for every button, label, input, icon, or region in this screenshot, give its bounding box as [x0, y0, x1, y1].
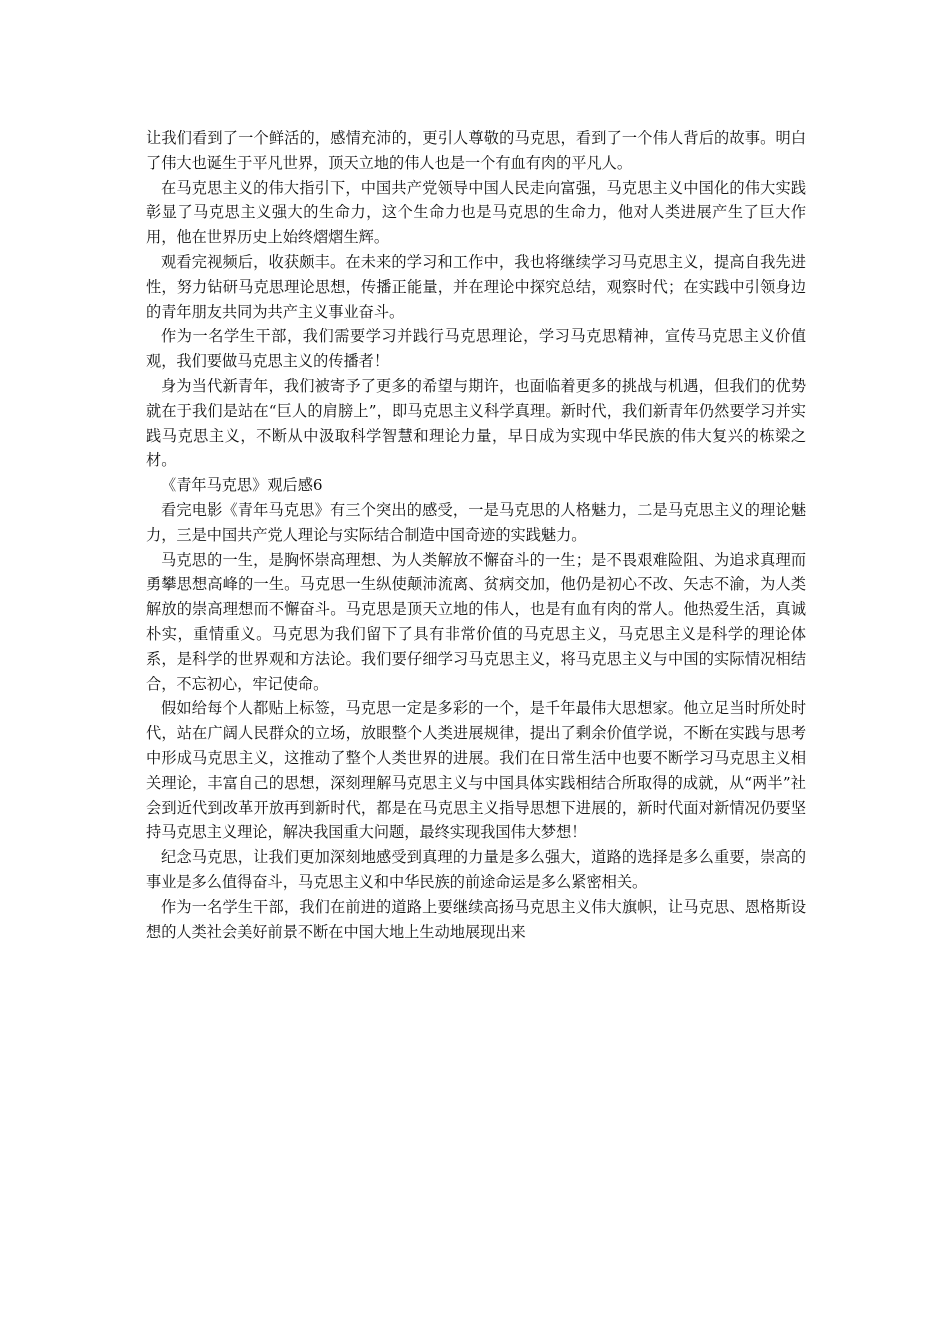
paragraph: 作为一名学生干部，我们需要学习并践行马克思理论，学习马克思精神，宣传马克思主义价值观，我们要做马克思主义的传播者！ — [146, 327, 806, 371]
document-body — [146, 126, 806, 944]
paragraph: 作为一名学生干部，我们在前进的道路上要继续高扬马克思主义伟大旗帜，让马克思、恩格斯设想的人类社会美好前景不断在中国大地上生动地展现出来 — [146, 897, 806, 941]
paragraph-continuation: 让我们看到了一个鲜活的，感情充沛的，更引人尊敬的马克思，看到了一个伟人背后的故事。明白了伟大也诞生于平凡世界，顶天立地的伟人也是一个有血有肉的平凡人。 — [146, 129, 806, 172]
paragraph: 在马克思主义的伟大指引下，中国共产党领导中国人民走向富强，马克思主义中国化的伟大实践彰显了马克思主义强大的生命力，这个生命力也是马克思的生命力，他对人类进展产生了巨大作用，他在世界历史上始终熠熠生辉。 — [146, 178, 806, 247]
paragraph: 观看完视频后，收获颇丰。在未来的学习和工作中，我也将继续学习马克思主义，提高自我先进性，努力钻研马克思理论思想，传播正能量，并在理论中探究总结，观察时代；在实践中引领身边的青年朋友共同为共产主义事业奋斗。 — [146, 252, 806, 321]
paragraph: 假如给每个人都贴上标签，马克思一定是多彩的一个，是千年最伟大思想家。他立足当时所处时代，站在广阔人民群众的立场，放眼整个人类进展规律，提出了剩余价值学说，不断在实践与思考中形成马克思主义，这推动了整个人类世界的进展。我们在日常生活中也要不断学习马克思主义相关理论，丰富自己的思想，深刻理解马克思主义与中国具体实践相结合所取得的成就，从“两半”社会到近代到改革开放再到新时代，都是在马克思主义指导思想下进展的，新时代面对新情况仍要坚持马克思主义理论，解决我国重大问题，最终实现我国伟大梦想！ — [146, 699, 806, 842]
section-title: 《青年马克思》观后感6 — [161, 476, 323, 495]
paragraph: 看完电影《青年马克思》有三个突出的感受，一是马克思的人格魅力，二是马克思主义的理论魅力，三是中国共产党人理论与实际结合制造中国奇迹的实践魅力。 — [146, 500, 806, 544]
paragraph: 马克思的一生，是胸怀崇高理想、为人类解放不懈奋斗的一生；是不畏艰难险阻、为追求真理而勇攀思想高峰的一生。马克思一生纵使颠沛流离、贫病交加，他仍是初心不改、矢志不渝，为人类解放的崇高理想而不懈奋斗。马克思是顶天立地的伟人，也是有血有肉的常人。他热爱生活，真诚朴实，重情重义。马克思为我们留下了具有非常价值的马克思主义，马克思主义是科学的理论体系，是科学的世界观和方法论。我们要仔细学习马克思主义，将马克思主义与中国的实际情况相结合，不忘初心，牢记使命。 — [146, 550, 806, 693]
paragraph: 纪念马克思，让我们更加深刻地感受到真理的力量是多么强大，道路的选择是多么重要，崇高的事业是多么值得奋斗，马克思主义和中华民族的前途命运是多么紧密相关。 — [146, 848, 806, 891]
paragraph: 身为当代新青年，我们被寄予了更多的希望与期许，也面临着更多的挑战与机遇，但我们的优势就在于我们是站在“巨人的肩膀上”，即马克思主义科学真理。新时代，我们新青年仍然要学习并实践马克思主义，不断从中汲取科学智慧和理论力量，早日成为实现中华民族的伟大复兴的栋梁之材。 — [146, 376, 806, 470]
